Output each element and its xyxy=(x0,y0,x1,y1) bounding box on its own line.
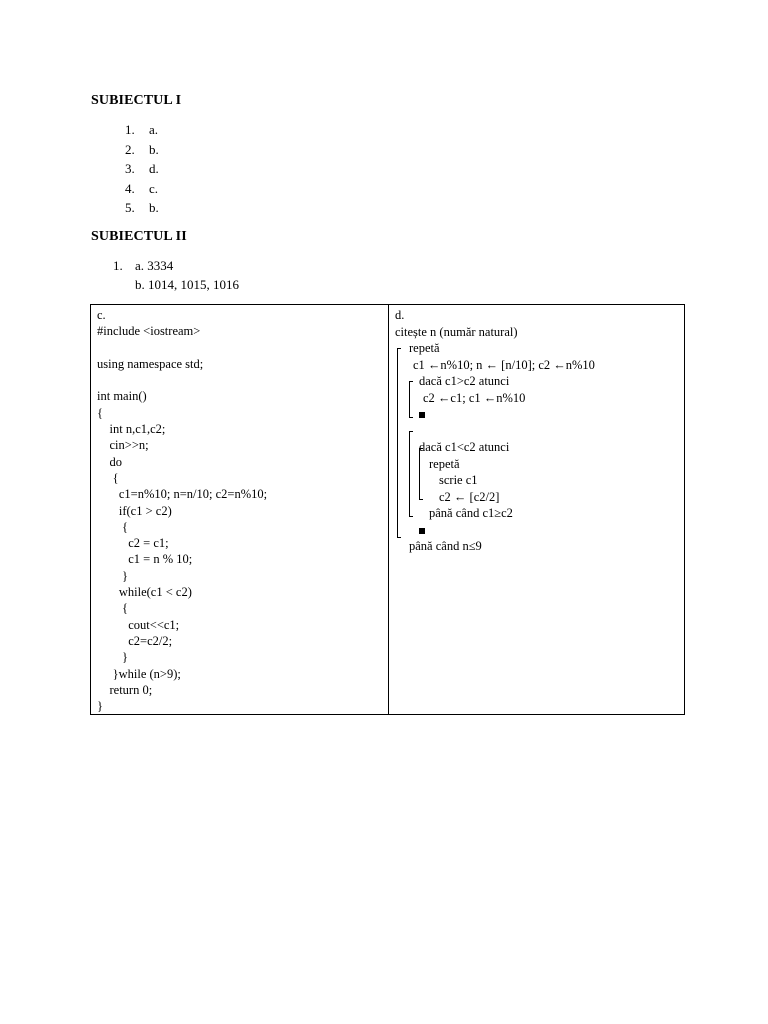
answer-letter: d. xyxy=(149,161,159,176)
answer-letter: a. xyxy=(149,122,159,137)
code-line: c2 = c1; xyxy=(97,536,169,551)
subject-2-heading: SUBIECTUL II xyxy=(91,229,187,244)
code-line: cin>>n; xyxy=(97,438,149,453)
repeat-keyword: repetă xyxy=(409,341,440,355)
inner-repeat-keyword: repetă xyxy=(429,456,460,471)
write-line: scrie c1 xyxy=(439,473,478,487)
answer-letter: c. xyxy=(149,180,159,196)
answer-number: 2. xyxy=(125,141,135,157)
code-line: } xyxy=(97,699,103,714)
subject-1-heading: SUBIECTUL I xyxy=(91,93,182,108)
code-line: } xyxy=(97,568,128,583)
code-line: c2=c2/2; xyxy=(97,633,173,648)
code-line: using namespace std; xyxy=(97,356,204,371)
code-line: int main() xyxy=(97,389,147,404)
cpp-code xyxy=(91,305,388,714)
code-line: return 0; xyxy=(97,682,153,697)
outer-until-line: până când n≤9 xyxy=(409,539,482,553)
code-line: { xyxy=(97,470,119,485)
cell-d-label: d. xyxy=(395,308,405,322)
answer-b: b. 1014, 1015, 1016 xyxy=(135,277,239,292)
end-if2-marker xyxy=(395,522,684,539)
answer-number: 4. xyxy=(125,180,135,196)
if1-body: c2 ←c1; c1 ←n%10 xyxy=(423,390,526,405)
halve-line: c2 ← [c2/2] xyxy=(439,489,500,504)
answer-letter: b. xyxy=(149,141,159,157)
cell-c-label: c. xyxy=(97,308,106,322)
code-line: #include <iostream> xyxy=(97,324,201,339)
if1-line: dacă c1>c2 atunci xyxy=(419,374,510,388)
code-line: int n,c1,c2; xyxy=(97,422,166,437)
code-line: do xyxy=(97,454,122,469)
answer-number: 5. xyxy=(125,200,135,215)
inner-until-line: până când c1≥c2 xyxy=(429,506,513,520)
assign-line: c1 ←n%10; n ← [n/10]; c2 ←n%10 xyxy=(413,357,595,372)
answer-number: 3. xyxy=(125,161,135,176)
code-line: c1=n%10; n=n/10; c2=n%10; xyxy=(97,487,268,502)
code-line xyxy=(97,340,388,356)
end-if1-marker xyxy=(395,406,684,423)
code-line: { xyxy=(97,405,103,420)
cell-c xyxy=(91,305,389,715)
code-line: } xyxy=(97,650,128,665)
cell-d xyxy=(389,305,685,715)
code-line xyxy=(97,372,388,388)
code-line: c1 = n % 10; xyxy=(97,552,193,567)
code-line: { xyxy=(97,601,128,616)
answer-number: 1. xyxy=(125,122,135,137)
if2-line: dacă c1<c2 atunci xyxy=(419,440,510,454)
code-line: cout<<c1; xyxy=(97,617,180,632)
pseudocode xyxy=(389,305,684,555)
read-line: citește n (număr natural) xyxy=(395,324,518,339)
answer-letter: b. xyxy=(149,200,159,215)
answer-a: a. 3334 xyxy=(135,258,174,273)
solution-table xyxy=(90,304,685,715)
item-number: 1. xyxy=(113,258,123,273)
code-line: }while (n>9); xyxy=(97,666,181,681)
code-line: while(c1 < c2) xyxy=(97,585,192,600)
code-line: if(c1 > c2) xyxy=(97,503,172,518)
code-line: { xyxy=(97,519,128,534)
